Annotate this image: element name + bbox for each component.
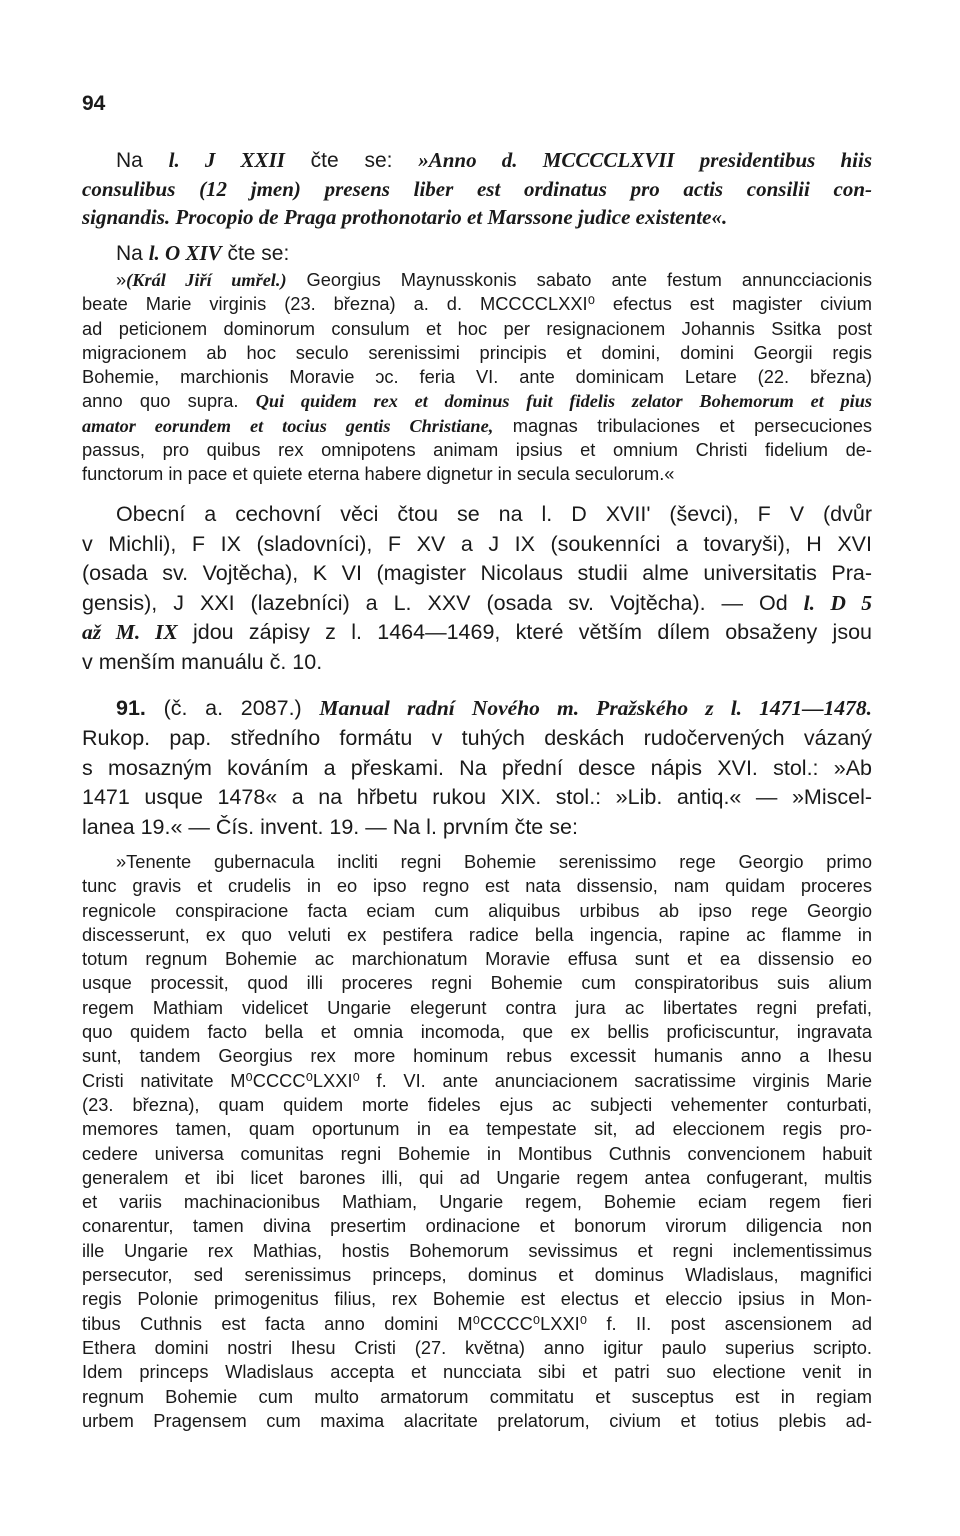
text-span: gensis), J XXI (lazebníci) a L. XXV (osada sv. Vojtěcha). — Od (82, 590, 804, 615)
text-line: beate Marie virginis (23. března) a. d. MCCCCLXXI⁰ efectus est magister civium (82, 293, 872, 315)
italic-span: l. J XXII (168, 148, 285, 172)
text-line: sunt, tandem Georgius rex more hominum rebus excessit humanis anno a Ihesu (82, 1045, 872, 1067)
text-line: migracionem ab hoc seculo serenissimi principis et domini, domini Georgii regis (82, 341, 872, 363)
italic-span: Qui quidem rex et dominus fuit fidelis zelator Bohemorum et pius (255, 391, 873, 412)
text-line (82, 589, 872, 619)
italic-span: l. D 5 (803, 590, 872, 615)
text-line: Idem princeps Wladislaus accepta et nuncciata sibi et patri suo electione venit in (82, 1361, 872, 1383)
text-line: Bohemie, marchionis Moravie ɔc. feria VI. ante dominicam Letare (22. března) (82, 366, 872, 388)
text-span: » (116, 269, 127, 290)
entry-heading (82, 694, 872, 724)
text-line: »Tenente gubernacula incliti regni Bohemie serenissimo rege Georgio primo (116, 851, 872, 872)
text-line: memores tamen, quam oportunum in ea tempestate sit, ad eleccionem regis pro- (82, 1118, 872, 1140)
text-span: (č. a. 2087.) (145, 696, 320, 720)
note-paragraph (82, 146, 872, 268)
italic-span: (Král Jiří umřel.) (126, 270, 287, 290)
text-line: quo quidem facto bella et omnia incomoda, que ex bellis proficiscuntur, ingravata (82, 1021, 872, 1043)
text-line: functorum in pace et quiete eterna habere dignetur in secula seculorum.« (82, 463, 675, 485)
text-line: generalem et ibi licet barones illi, qui ad Ungarie regem antea confugerant, multis (82, 1166, 872, 1188)
text-line (82, 414, 872, 438)
text-line: regnicole conspiracione facta eciam cum aliquibus urbibus ab ipso rege Georgio (82, 899, 872, 921)
body-paragraph (82, 500, 872, 677)
text-line: totum regnum Bohemie ac marchionatum Moravie effusa sunt et ea dissensio eo (82, 948, 872, 970)
text-line (82, 239, 872, 268)
text-line: urbem Pragensem cum maxima alacritate prelatorum, civium et totius plebis ad- (82, 1409, 872, 1431)
text-line: tunc gravis et crudelis in eo ipso regno est nata dissensio, nam quidam proceres (82, 875, 872, 897)
catalog-entry (82, 694, 872, 843)
text-line (82, 389, 872, 413)
text-line: Obecní a cechovní věci čtou se na l. D XVII' (ševci), F V (dvůr (116, 502, 872, 526)
entry-number: 91. (116, 696, 146, 720)
text-line: consulibus (12 jmen) presens liber est ordinatus pro actis consilii con- (82, 177, 872, 201)
text-line: v Michli), F IX (sladovníci), F XV a J IX (soukenníci a tovaryši), H XVI (82, 531, 872, 556)
text-span: Na (116, 242, 149, 265)
text-line: v menším manuálu č. 10. (82, 649, 323, 674)
text-line: passus, pro quibus rex omnipotens animam ipsius et omnium Christi fidelium de- (82, 439, 872, 461)
text-span: čte se: (221, 242, 290, 265)
text-line: (osada sv. Vojtěcha), K VI (magister Nicolaus studii alme universitatis Pra- (82, 561, 872, 585)
text-line: persecutor, sed serenissimus princeps, dominus et dominus Wladislaus, magnifici (82, 1264, 872, 1286)
latin-quote-long (82, 850, 872, 1433)
text-line: regem Mathiam videlicet Ungarie elegerunt contra jura ac libertates regni prefati, (82, 996, 872, 1018)
italic-span: amator eorundem et tocius gentis Christiane, (82, 415, 494, 436)
text-line: tibus Cuthnis est facta anno domini M⁰CCCC⁰LXXI⁰ f. II. post ascensionem ad (82, 1312, 872, 1334)
text-line: cedere universa comunitas regni Bohemie in Montibus Cuthnis convencionem habuit (82, 1142, 872, 1164)
text-line: Ethera domini nostri Ihesu Cristi (27. května) anno igitur paulo superius scripto. (82, 1336, 872, 1358)
text-line: (23. března), quam quidem morte fideles ejus ac subjecti vehementer conturbati, (82, 1093, 872, 1115)
text-line: Rukop. pap. středního formátu v tuhých deskách rudočervených vázaný (82, 725, 872, 750)
text-span: čte se: (284, 149, 419, 172)
text-line: conarentur, tamen divina presertim ordinacione et bonorum virorum diligencia non (82, 1215, 872, 1237)
text-span: magnas tribulaciones et persecuciones (493, 414, 873, 436)
italic-span: až M. IX (82, 620, 178, 644)
text-line (82, 618, 872, 648)
text-line: ille Ungarie rex Mathias, hostis Bohemorum sevissimus et regni inclementissimus (82, 1239, 872, 1261)
text-span: jdou zápisy z l. 1464—1469, které větším dílem obsaženy jsou (177, 620, 872, 644)
text-line: regis Polonie primogenitus filius, rex Bohemie est electus et eleccio ipsius in Mon- (82, 1288, 872, 1310)
italic-span: »Anno d. MCCCCLXVII presidentibus hiis (418, 148, 873, 172)
text-line: ad peticionem dominorum consulum et hoc per resignacionem Johannis Ssitka post (82, 317, 872, 339)
text-line (82, 268, 872, 292)
text-line (82, 146, 872, 175)
text-span: Na (116, 149, 169, 172)
text-line: signandis. Procopio de Praga prothonotario et Marssone judice existente«. (82, 205, 728, 229)
text-line: lanea 19.« — Čís. invent. 19. — Na l. prvním čte se: (82, 815, 578, 840)
text-line: usque processit, quod illi proceres regni Bohemie cum conspiratoribus suis alium (82, 972, 872, 994)
text-line: s mosazným kováním a přeskami. Na přední desce nápis XVI. stol.: »Ab (82, 755, 872, 780)
latin-quote (82, 268, 872, 487)
text-span: anno quo supra. (82, 390, 256, 412)
page-number: 94 (82, 92, 106, 115)
text-line: 1471 usque 1478« a na hřbetu rukou XIX. stol.: »Lib. antiq.« — »Miscel- (82, 785, 872, 810)
text-line: discesserunt, ex quo veluti ex pestifera radice bella ingencia, rapine ac flamme in (82, 923, 872, 945)
italic-span: l. O XIV (148, 241, 222, 265)
text-span: Georgius Maynusskonis sabato ante festum annuncciacionis (286, 269, 872, 290)
text-line: et variis machinacionibus Mathiam, Ungarie regem, Bohemie eciam regem fieri (82, 1191, 872, 1213)
entry-title: Manual radní Nového m. Pražského z l. 1471—1478. (319, 696, 873, 720)
text-line: regnum Bohemie cum multo armatorum commitatu et susceptus est in regiam (82, 1385, 872, 1407)
text-line: Cristi nativitate M⁰CCCC⁰LXXI⁰ f. VI. ante anunciacionem sacratissime virginis Marie (82, 1069, 872, 1091)
